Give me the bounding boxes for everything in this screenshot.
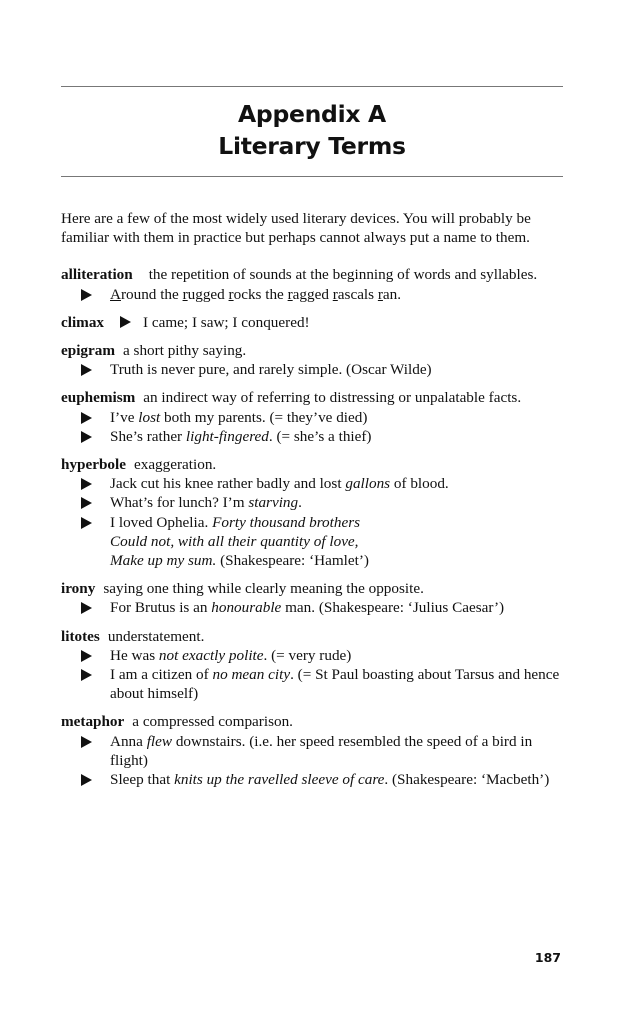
term-label: hyperbole (61, 456, 126, 474)
term-label: alliteration (61, 266, 133, 284)
example-text: . (= St Paul boasting about Tarsus and hence about himself) (110, 666, 560, 703)
example-line (61, 474, 561, 493)
example-emphasis: lost (138, 408, 161, 426)
example-text: Jack cut his knee rather badly and lost (110, 475, 346, 493)
example-text: Truth is never pure, and rarely simple. (Oscar Wilde) (110, 361, 432, 379)
bottom-rule (61, 176, 563, 177)
entry-alliteration (61, 265, 561, 303)
alliterative-letter: A (110, 285, 121, 303)
bullet-arrow-icon (81, 431, 92, 443)
bullet-arrow-icon (81, 412, 92, 424)
example-text: both my parents. (= they’ve died) (160, 408, 368, 426)
example-line (61, 408, 561, 427)
example-line (61, 360, 561, 379)
example-emphasis: knits up the ravelled sleeve of care (174, 771, 385, 789)
example-text: . (= very rude) (263, 646, 352, 664)
alliterative-letter: r (228, 285, 234, 303)
example-text: man. (Shakespeare: ‘Julius Caesar’) (281, 599, 505, 617)
bullet-arrow-icon (81, 289, 92, 301)
bullet-arrow-icon (81, 364, 92, 376)
example-text: I am a citizen of (110, 666, 213, 684)
definition-text: saying one thing while clearly meaning the opposite. (103, 580, 424, 598)
example-text: an. (382, 285, 402, 303)
example-text: agged (292, 285, 333, 303)
entry-metaphor (61, 712, 561, 789)
bullet-arrow-icon (81, 650, 92, 662)
bullet-arrow-icon (81, 517, 92, 529)
example-text: . (Shakespeare: ‘Macbeth’) (384, 771, 550, 789)
bullet-arrow-icon (120, 316, 131, 328)
example-line (61, 770, 561, 789)
example-line (61, 493, 561, 512)
example-line (61, 598, 561, 617)
example-line (61, 646, 561, 665)
example-text: ugged (187, 285, 229, 303)
definition-text: exaggeration. (133, 456, 217, 474)
alliterative-letter: r (332, 285, 338, 303)
definition-line (61, 265, 561, 284)
example-emphasis: no mean city (212, 666, 291, 684)
example-text: I loved Ophelia. (110, 513, 213, 531)
entry-irony (61, 579, 561, 617)
page-number: 187 (534, 950, 561, 965)
definition-line (61, 712, 561, 731)
definition-text: understatement. (107, 627, 205, 645)
definition-line (61, 313, 561, 332)
entry-hyperbole (61, 455, 561, 570)
term-label: litotes (61, 627, 100, 645)
term-label: euphemism (61, 389, 136, 407)
bullet-arrow-icon (81, 736, 92, 748)
entry-epigram (61, 341, 561, 379)
example-text: of blood. (390, 475, 449, 493)
example-text: He was (110, 646, 159, 664)
title-line-1: Appendix A (238, 100, 386, 128)
example-text: . (298, 494, 302, 512)
alliterative-letter: r (287, 285, 293, 303)
term-label: epigram (61, 342, 115, 360)
definition-text: a short pithy saying. (123, 342, 247, 360)
definition-text: the repetition of sounds at the beginning of words and syllables. (148, 266, 538, 284)
alliterative-letter: r (182, 285, 188, 303)
intro-paragraph: Here are a few of the most widely used literary devices. You will probably be familiar with them in practice but perhaps cannot always put a name to them. (61, 210, 531, 247)
definition-text: a compressed comparison. (132, 713, 293, 731)
example-text: (Shakespeare: ‘Hamlet’) (216, 552, 369, 570)
example-emphasis: Could not, with all their quantity of love, (110, 532, 359, 550)
example-text: round the (120, 285, 183, 303)
definition-line (61, 627, 561, 646)
example-text: She’s rather (110, 427, 186, 445)
example-text: ocks the (233, 285, 288, 303)
bullet-arrow-icon (81, 602, 92, 614)
page-title (61, 98, 563, 162)
top-rule (61, 86, 563, 87)
bullet-arrow-icon (81, 478, 92, 490)
term-label: irony (61, 580, 96, 598)
entry-euphemism (61, 388, 561, 446)
definition-text: an indirect way of referring to distressing or unpalatable facts. (143, 389, 522, 407)
entry-litotes (61, 627, 561, 704)
term-label: metaphor (61, 713, 125, 731)
alliterative-letter: r (377, 285, 383, 303)
example-emphasis: not exactly polite (158, 646, 264, 664)
definition-line (61, 388, 561, 407)
example-emphasis: Forty thousand brothers (212, 513, 361, 531)
example-text: ascals (337, 285, 378, 303)
entry-climax (61, 313, 561, 332)
example-text: downstairs. (i.e. her speed resembled the speed of a bird in flight) (110, 732, 533, 769)
example-emphasis: starving (248, 494, 299, 512)
example-text: I’ve (110, 408, 139, 426)
definition-line (61, 455, 561, 474)
term-label: climax (61, 313, 105, 331)
example-line (61, 513, 561, 571)
example-emphasis: Make up my sum. (110, 552, 217, 570)
example-line (61, 285, 561, 304)
example-text: . (= she’s a thief) (268, 427, 372, 445)
example-text: For Brutus is an (110, 599, 212, 617)
example-emphasis: honourable (211, 599, 282, 617)
example-text: Anna (110, 732, 147, 750)
example-text: Sleep that (110, 771, 175, 789)
bullet-arrow-icon (81, 774, 92, 786)
example-emphasis: gallons (345, 475, 391, 493)
example-line (61, 665, 561, 703)
example-emphasis: flew (146, 732, 173, 750)
example-line (61, 732, 561, 770)
title-line-2: Literary Terms (218, 132, 406, 160)
bullet-arrow-icon (81, 669, 92, 681)
definition-line (61, 579, 561, 598)
example-text: What’s for lunch? I’m (110, 494, 249, 512)
example-line (61, 427, 561, 446)
bullet-arrow-icon (81, 497, 92, 509)
definition-line (61, 341, 561, 360)
example-text: I came; I saw; I conquered! (143, 313, 310, 331)
example-emphasis: light-fingered (185, 427, 269, 445)
terms-content (61, 209, 561, 798)
